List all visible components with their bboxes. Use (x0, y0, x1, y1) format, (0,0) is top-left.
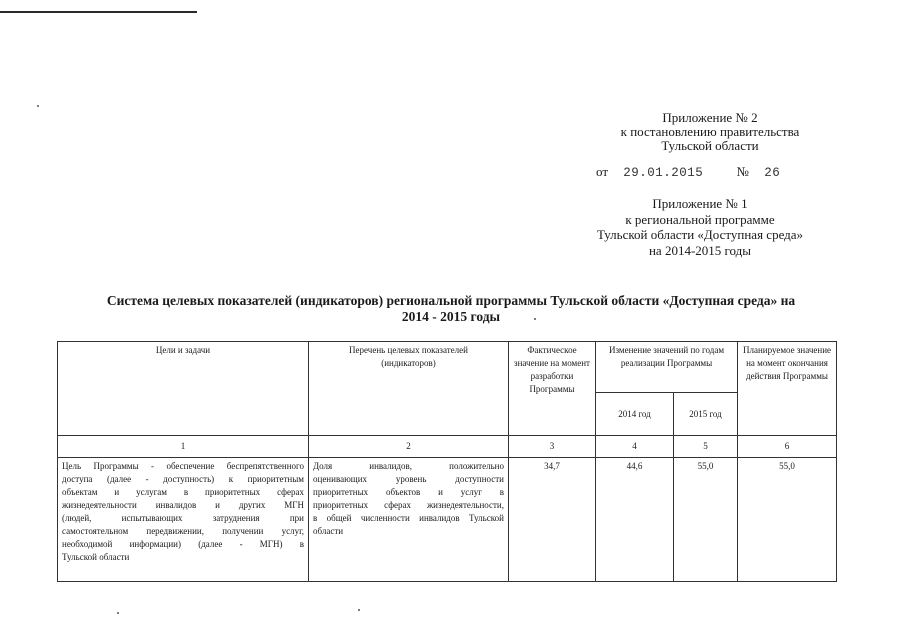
header-actual: Фактическое значение на момент разработки Программы (509, 342, 596, 436)
indicator-cell (309, 458, 509, 582)
scan-speck (117, 612, 119, 614)
goal-text-line: (людей, испытывающих затруднения при (62, 513, 304, 523)
table-row (58, 458, 837, 582)
document-title (40, 293, 862, 325)
decree-from-label: от (596, 164, 609, 179)
column-numbers-row (58, 436, 837, 458)
planned-value-cell: 55,0 (738, 458, 837, 582)
goal-text-line: Тульской области (62, 552, 130, 562)
indicator-text-line: оценивающих уровень доступности (313, 474, 504, 484)
goal-text-line: необходимой информации) (далее - МГН) в (62, 539, 304, 549)
scan-speck (37, 105, 39, 107)
appendix-program-line2: к региональной программе (625, 211, 775, 227)
decree-date-line (596, 165, 780, 180)
header-change: Изменение значений по годам реализации Программы (596, 342, 738, 393)
header-year-2015: 2015 год (674, 393, 738, 436)
goal-text-line: самостоятельном передвижении, получении услуг, (62, 526, 304, 536)
column-number: 2 (309, 436, 509, 458)
column-number: 4 (596, 436, 674, 458)
appendix-decree-line2: к постановлению правительства (620, 124, 800, 139)
appendix-program-block (540, 196, 860, 258)
title-line2: 2014 - 2015 годы (401, 309, 501, 324)
indicator-text-line: приоритетных сферах жизнедеятельности, (313, 500, 504, 510)
indicator-text-line: приоритетных объектов и услуг в (313, 487, 504, 497)
value-2014-cell: 44,6 (596, 458, 674, 582)
column-number: 5 (674, 436, 738, 458)
appendix-decree-line1: Приложение № 2 (662, 110, 758, 125)
top-rule (0, 11, 197, 13)
title-line1: Система целевых показателей (индикаторов) региональной программы Тульской области «Доступная среда» на (106, 293, 796, 308)
goal-cell (58, 458, 309, 582)
indicator-text-line: в общей численности инвалидов Тульской (313, 513, 504, 523)
goal-text-line: жизнедеятельности инвалидов и других МГН (62, 500, 304, 510)
header-indicators: Перечень целевых показателей (индикаторов) (309, 342, 509, 436)
indicator-text-line: Доля инвалидов, положительно (313, 461, 504, 471)
value-2015-cell: 55,0 (674, 458, 738, 582)
goal-text-line: объектам и услугам в приоритетных сферах (62, 487, 304, 497)
indicator-text-line: области (313, 526, 344, 536)
header-goals: Цели и задачи (58, 342, 309, 436)
decree-number: 26 (764, 166, 781, 180)
actual-value-cell: 34,7 (509, 458, 596, 582)
header-year-2014: 2014 год (596, 393, 674, 436)
column-number: 3 (509, 436, 596, 458)
indicators-table (57, 341, 837, 582)
column-number: 1 (58, 436, 309, 458)
appendix-program-line1: Приложение № 1 (652, 196, 748, 211)
column-number: 6 (738, 436, 837, 458)
header-row (58, 342, 837, 393)
appendix-program-line4: на 2014-2015 годы (648, 242, 752, 258)
appendix-decree-block (560, 111, 860, 153)
goal-text-line: Цель Программы - обеспечение беспрепятственного (62, 461, 304, 471)
goal-text-line: доступа (далее - доступность) к приоритетным (62, 474, 304, 484)
appendix-decree-line3: Тульской области (661, 138, 759, 153)
scan-speck (358, 609, 360, 611)
decree-number-label: № (736, 164, 749, 179)
appendix-program-line3: Тульской области «Доступная среда» (596, 227, 804, 242)
decree-date: 29.01.2015 (623, 166, 704, 180)
header-planned: Планируемое значение на момент окончания действия Программы (738, 342, 837, 436)
